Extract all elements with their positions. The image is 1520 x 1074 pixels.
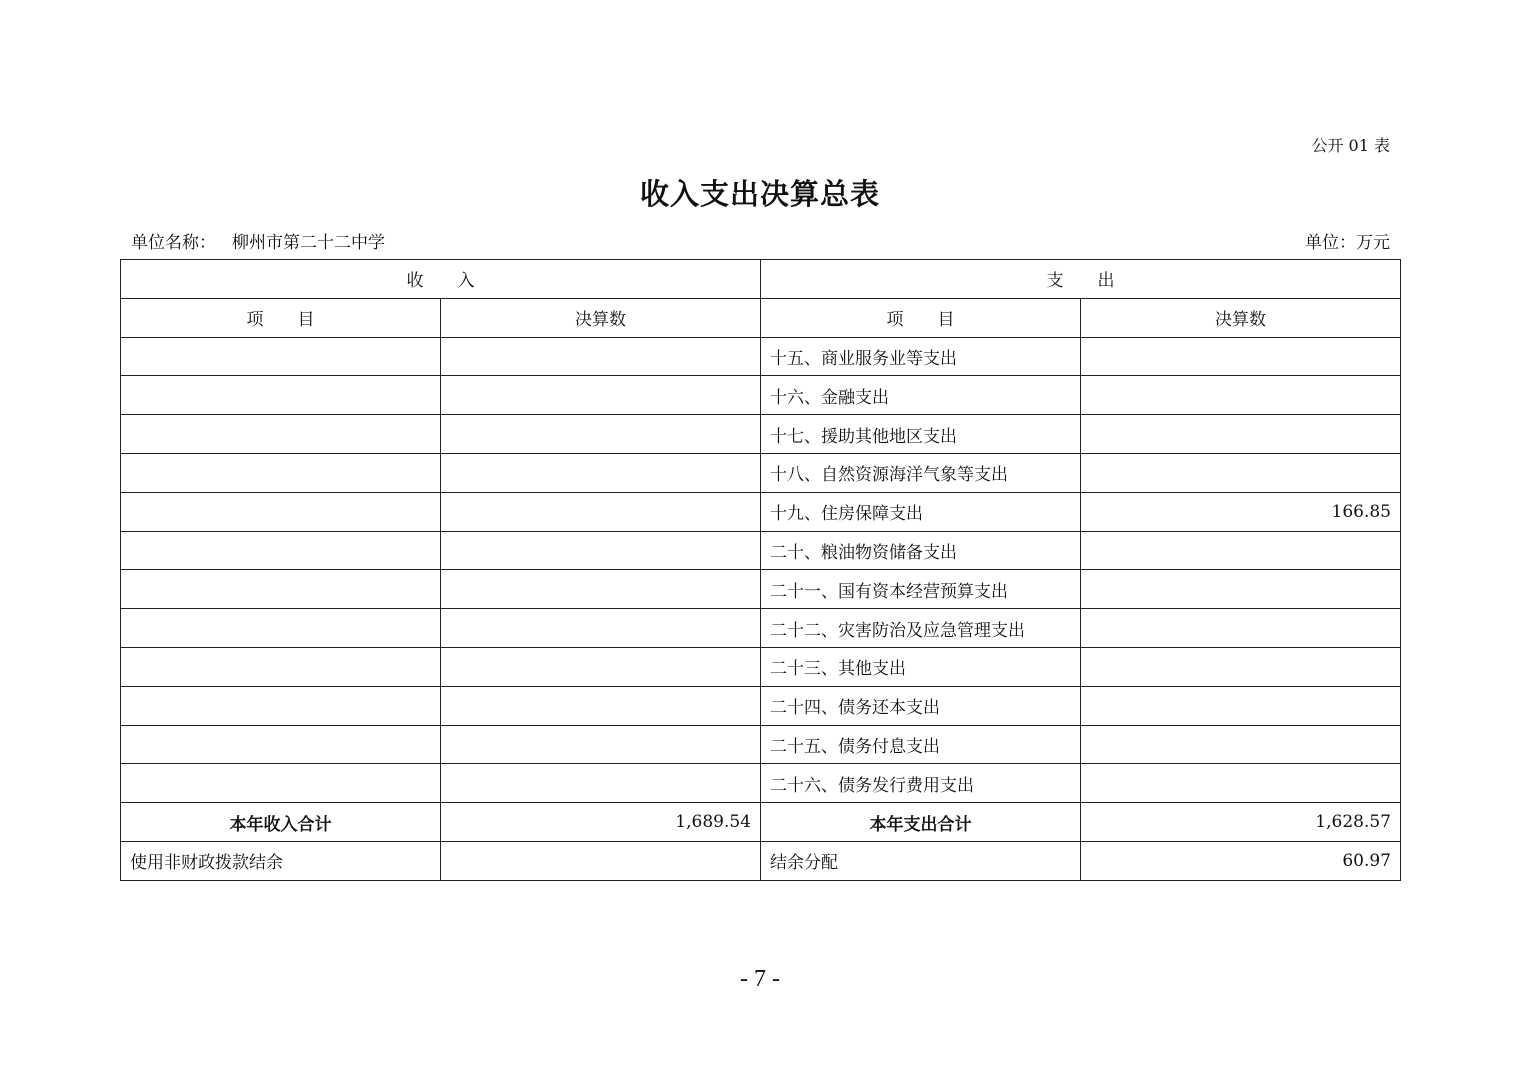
table-row bbox=[121, 686, 1401, 725]
balance-row bbox=[121, 841, 1401, 880]
income-amount-cell bbox=[441, 376, 761, 415]
page-title: 收入支出决算总表 bbox=[639, 177, 880, 211]
income-item-cell bbox=[121, 415, 441, 454]
income-amount-cell bbox=[441, 725, 761, 764]
expense-item-cell: 十五、商业服务业等支出 bbox=[761, 337, 1081, 376]
table-row bbox=[121, 725, 1401, 764]
income-item-header: 项 目 bbox=[121, 298, 441, 337]
expense-amount-header: 决算数 bbox=[1081, 298, 1401, 337]
income-amount-cell bbox=[441, 609, 761, 648]
expense-amount-cell bbox=[1081, 725, 1401, 764]
unit-name-line bbox=[131, 228, 385, 253]
expense-amount-cell bbox=[1081, 453, 1401, 492]
table-row bbox=[121, 764, 1401, 803]
expense-amount-cell bbox=[1081, 764, 1401, 803]
income-header: 收 入 bbox=[121, 260, 761, 299]
currency-unit: 单位：万元 bbox=[1305, 233, 1390, 253]
income-amount-cell bbox=[441, 453, 761, 492]
expense-item-cell: 二十五、债务付息支出 bbox=[761, 725, 1081, 764]
income-amount-cell bbox=[441, 570, 761, 609]
income-item-cell bbox=[121, 531, 441, 570]
page-number: - 7 - bbox=[740, 966, 780, 992]
expense-item-cell: 二十四、债务还本支出 bbox=[761, 686, 1081, 725]
expense-amount-cell bbox=[1081, 686, 1401, 725]
expense-amount-cell: 166.85 bbox=[1081, 492, 1401, 531]
table-row bbox=[121, 415, 1401, 454]
budget-table bbox=[120, 259, 1401, 881]
expense-amount-cell bbox=[1081, 376, 1401, 415]
income-item-cell bbox=[121, 492, 441, 531]
expense-amount-cell: 60.97 bbox=[1081, 841, 1401, 880]
income-item-cell bbox=[121, 570, 441, 609]
expense-amount-cell bbox=[1081, 570, 1401, 609]
expense-amount-cell bbox=[1081, 415, 1401, 454]
income-item-cell bbox=[121, 337, 441, 376]
income-amount-cell bbox=[441, 415, 761, 454]
section-header-row bbox=[121, 260, 1401, 299]
income-total-label: 本年收入合计 bbox=[121, 803, 441, 842]
expense-item-cell: 十七、援助其他地区支出 bbox=[761, 415, 1081, 454]
table-row bbox=[121, 492, 1401, 531]
unit-name-label: 单位名称： bbox=[131, 233, 216, 253]
totals-row bbox=[121, 803, 1401, 842]
table-row bbox=[121, 647, 1401, 686]
income-amount-cell bbox=[441, 686, 761, 725]
expense-total-amount: 1,628.57 bbox=[1081, 803, 1401, 842]
expense-header: 支 出 bbox=[761, 260, 1401, 299]
income-item-cell bbox=[121, 725, 441, 764]
expense-item-cell: 二十二、灾害防治及应急管理支出 bbox=[761, 609, 1081, 648]
table-row bbox=[121, 570, 1401, 609]
income-amount-cell bbox=[441, 841, 761, 880]
income-item-cell bbox=[121, 453, 441, 492]
income-amount-cell bbox=[441, 492, 761, 531]
expense-item-cell: 二十六、债务发行费用支出 bbox=[761, 764, 1081, 803]
expense-amount-cell bbox=[1081, 647, 1401, 686]
unit-name-value: 柳州市第二十二中学 bbox=[232, 233, 385, 253]
expense-amount-cell bbox=[1081, 531, 1401, 570]
expense-amount-cell bbox=[1081, 337, 1401, 376]
table-row bbox=[121, 609, 1401, 648]
table-row bbox=[121, 337, 1401, 376]
expense-item-cell: 二十三、其他支出 bbox=[761, 647, 1081, 686]
income-amount-cell bbox=[441, 531, 761, 570]
income-item-cell bbox=[121, 376, 441, 415]
expense-item-cell: 二十、粮油物资储备支出 bbox=[761, 531, 1081, 570]
table-row bbox=[121, 531, 1401, 570]
expense-amount-cell bbox=[1081, 609, 1401, 648]
income-total-amount: 1,689.54 bbox=[441, 803, 761, 842]
expense-item-cell: 十九、住房保障支出 bbox=[761, 492, 1081, 531]
table-row bbox=[121, 376, 1401, 415]
income-item-cell bbox=[121, 686, 441, 725]
income-amount-cell bbox=[441, 764, 761, 803]
table-row bbox=[121, 453, 1401, 492]
income-item-cell: 使用非财政拨款结余 bbox=[121, 841, 441, 880]
income-item-cell bbox=[121, 609, 441, 648]
expense-item-cell: 结余分配 bbox=[761, 841, 1081, 880]
income-amount-cell bbox=[441, 647, 761, 686]
expense-item-header: 项 目 bbox=[761, 298, 1081, 337]
income-amount-cell bbox=[441, 337, 761, 376]
expense-total-label: 本年支出合计 bbox=[761, 803, 1081, 842]
expense-item-cell: 二十一、国有资本经营预算支出 bbox=[761, 570, 1081, 609]
column-header-row bbox=[121, 298, 1401, 337]
expense-item-cell: 十八、自然资源海洋气象等支出 bbox=[761, 453, 1081, 492]
income-item-cell bbox=[121, 764, 441, 803]
expense-item-cell: 十六、金融支出 bbox=[761, 376, 1081, 415]
income-item-cell bbox=[121, 647, 441, 686]
income-amount-header: 决算数 bbox=[441, 298, 761, 337]
form-number: 公开 01 表 bbox=[1311, 136, 1390, 155]
